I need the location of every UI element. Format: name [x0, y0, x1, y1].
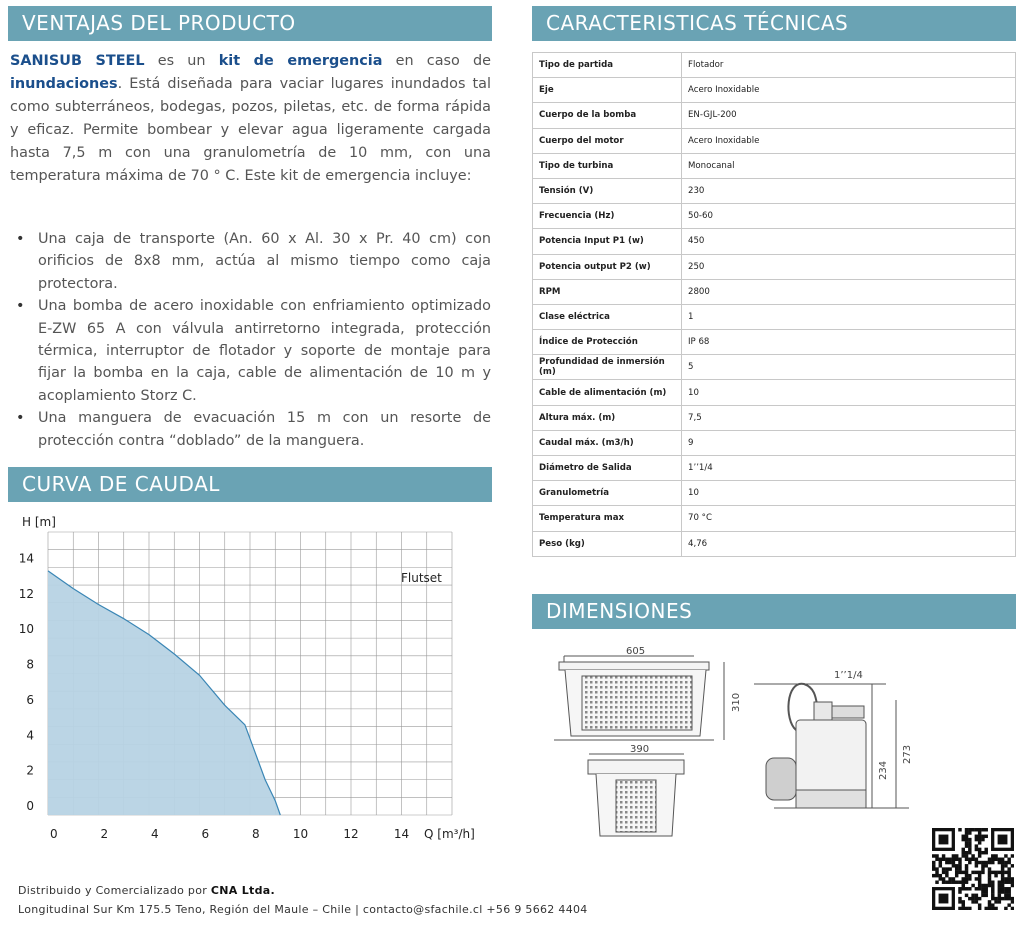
- spec-key: Caudal máx. (m3/h): [533, 430, 682, 455]
- spec-value: 1’’1/4: [682, 456, 1016, 481]
- spec-key: Diámetro de Salida: [533, 456, 682, 481]
- x-tick-label: 4: [151, 827, 159, 841]
- list-item: • Una caja de transporte (An. 60 x Al. 30 x Pr. 40 cm) con orificios de 8x8 mm, actúa al mismo tiempo como caja protectora.: [10, 228, 491, 295]
- spec-key: Tipo de turbina: [533, 153, 682, 178]
- table-row: [533, 481, 1016, 506]
- spec-key: Temperatura max: [533, 506, 682, 531]
- x-tick-label: 2: [100, 827, 109, 841]
- chart-legend: Flutset: [401, 571, 442, 585]
- intro-kit: kit de emergencia: [218, 53, 383, 69]
- dimensions-drawing: [534, 640, 924, 840]
- spec-value: 4,76: [682, 531, 1016, 556]
- intro-text-1: es un: [144, 53, 219, 69]
- section-header-ventajas: VENTAJAS DEL PRODUCTO: [8, 6, 492, 41]
- spec-value: EN-GJL-200: [682, 103, 1016, 128]
- spec-value: 50-60: [682, 204, 1016, 229]
- section-header-curva: CURVA DE CAUDAL: [8, 467, 492, 502]
- x-tick-label: 8: [252, 827, 260, 841]
- table-row: [533, 506, 1016, 531]
- spec-key: Índice de Protección: [533, 330, 682, 355]
- spec-value: 250: [682, 254, 1016, 279]
- table-row: [533, 279, 1016, 304]
- table-row: [533, 254, 1016, 279]
- chart-area-fill: [48, 571, 280, 815]
- intro-paragraph: [10, 50, 491, 189]
- spec-value: Acero Inoxidable: [682, 128, 1016, 153]
- spec-key: Peso (kg): [533, 531, 682, 556]
- spec-key: RPM: [533, 279, 682, 304]
- table-row: [533, 103, 1016, 128]
- y-tick-label: 0: [26, 799, 34, 813]
- table-row: [533, 128, 1016, 153]
- table-row: [533, 178, 1016, 203]
- spec-key: Tensión (V): [533, 178, 682, 203]
- x-tick-label: 12: [343, 827, 359, 841]
- y-tick-label: 14: [18, 551, 34, 566]
- spec-value: IP 68: [682, 330, 1016, 355]
- pump-drawing: [754, 684, 909, 808]
- crate-side-view: [588, 754, 684, 836]
- spec-value: 9: [682, 430, 1016, 455]
- spec-value: 10: [682, 380, 1016, 405]
- qr-code[interactable]: [932, 828, 1014, 910]
- list-item: • Una bomba de acero inoxidable con enfriamiento optimizado E-ZW 65 A con válvula antirretorno integrada, protección térmica, interruptor de flotador y soporte de montaje para fijar la bomba en la caja, cable de alimentación de 10 m y acoplamiento Storz C.: [10, 295, 491, 407]
- spec-key: Cable de alimentación (m): [533, 380, 682, 405]
- table-row: [533, 53, 1016, 78]
- spec-value: 7,5: [682, 405, 1016, 430]
- flow-curve-chart: [0, 510, 500, 850]
- footer-distributor: [18, 884, 275, 897]
- spec-value: Monocanal: [682, 153, 1016, 178]
- spec-key: Profundidad de inmersión (m): [533, 355, 682, 380]
- spec-key: Frecuencia (Hz): [533, 204, 682, 229]
- x-tick-label: 0: [50, 827, 58, 841]
- table-row: [533, 405, 1016, 430]
- y-tick-label: 10: [18, 622, 34, 637]
- intro-text-2: en caso de: [382, 53, 491, 69]
- footer-company: CNA Ltda.: [210, 884, 275, 897]
- x-tick-label: 6: [201, 827, 210, 841]
- spec-key: Potencia Input P1 (w): [533, 229, 682, 254]
- intro-inundaciones: inundaciones: [10, 76, 118, 93]
- x-tick-label: 10: [292, 827, 309, 841]
- spec-value: 5: [682, 355, 1016, 380]
- spec-value: 230: [682, 178, 1016, 203]
- spec-value: 1: [682, 304, 1016, 329]
- table-row: [533, 430, 1016, 455]
- dim-390: 390: [630, 744, 650, 755]
- y-tick-label: 2: [26, 763, 34, 778]
- spec-key: Cuerpo del motor: [533, 128, 682, 153]
- table-row: [533, 304, 1016, 329]
- table-row: [533, 153, 1016, 178]
- crate-top-view: [554, 656, 724, 740]
- spec-key: Altura máx. (m): [533, 405, 682, 430]
- x-tick-label: 14: [393, 827, 410, 841]
- specs-table: [532, 52, 1016, 557]
- dim-234: 234: [878, 760, 889, 780]
- y-tick-label: 8: [26, 657, 34, 672]
- spec-value: Flotador: [682, 53, 1016, 78]
- table-row: [533, 229, 1016, 254]
- spec-key: Tipo de partida: [533, 53, 682, 78]
- kit-contents-list: [10, 228, 491, 452]
- table-row: [533, 380, 1016, 405]
- spec-key: Clase eléctrica: [533, 304, 682, 329]
- brand-name: SANISUB STEEL: [10, 53, 145, 69]
- table-row: [533, 355, 1016, 380]
- spec-value: Acero Inoxidable: [682, 78, 1016, 103]
- footer-address: Longitudinal Sur Km 175.5 Teno, Región del Maule – Chile | contacto@sfachile.cl +56 9 5662 4404: [18, 903, 588, 916]
- section-header-dimensiones: DIMENSIONES: [532, 594, 1016, 629]
- dim-605: 605: [626, 646, 646, 657]
- table-row: [533, 330, 1016, 355]
- intro-text-3: . Está diseñada para vaciar lugares inundados tal como subterráneos, bodegas, pozos, piletas, etc. de forma rápida y eficaz. Permite bombear y elevar agua ligeramente cargada hasta 7,5 m con una granulometría de 10 mm, con una temperatura máxima de 70 ° C. Este kit de emergencia incluye:: [10, 76, 491, 185]
- spec-key: Eje: [533, 78, 682, 103]
- y-tick-label: 4: [26, 728, 34, 743]
- table-row: [533, 204, 1016, 229]
- chart-y-label: H [m]: [22, 515, 56, 529]
- dim-310: 310: [731, 692, 742, 712]
- spec-value: 70 °C: [682, 506, 1016, 531]
- dim-pipe: 1’’1/4: [834, 670, 863, 681]
- footer-prefix: Distribuido y Comercializado por: [18, 884, 211, 897]
- section-header-caracteristicas: CARACTERISTICAS TÉCNICAS: [532, 6, 1016, 41]
- spec-key: Potencia output P2 (w): [533, 254, 682, 279]
- table-row: [533, 531, 1016, 556]
- spec-key: Cuerpo de la bomba: [533, 103, 682, 128]
- y-tick-label: 6: [26, 692, 34, 707]
- table-row: [533, 456, 1016, 481]
- spec-value: 450: [682, 229, 1016, 254]
- table-row: [533, 78, 1016, 103]
- y-tick-label: 12: [18, 586, 34, 601]
- spec-value: 2800: [682, 279, 1016, 304]
- dim-273: 273: [902, 744, 913, 764]
- spec-key: Granulometría: [533, 481, 682, 506]
- spec-value: 10: [682, 481, 1016, 506]
- list-item: • Una manguera de evacuación 15 m con un resorte de protección contra “doblado” de la manguera.: [10, 407, 491, 452]
- chart-x-label: Q [m³/h]: [424, 827, 475, 841]
